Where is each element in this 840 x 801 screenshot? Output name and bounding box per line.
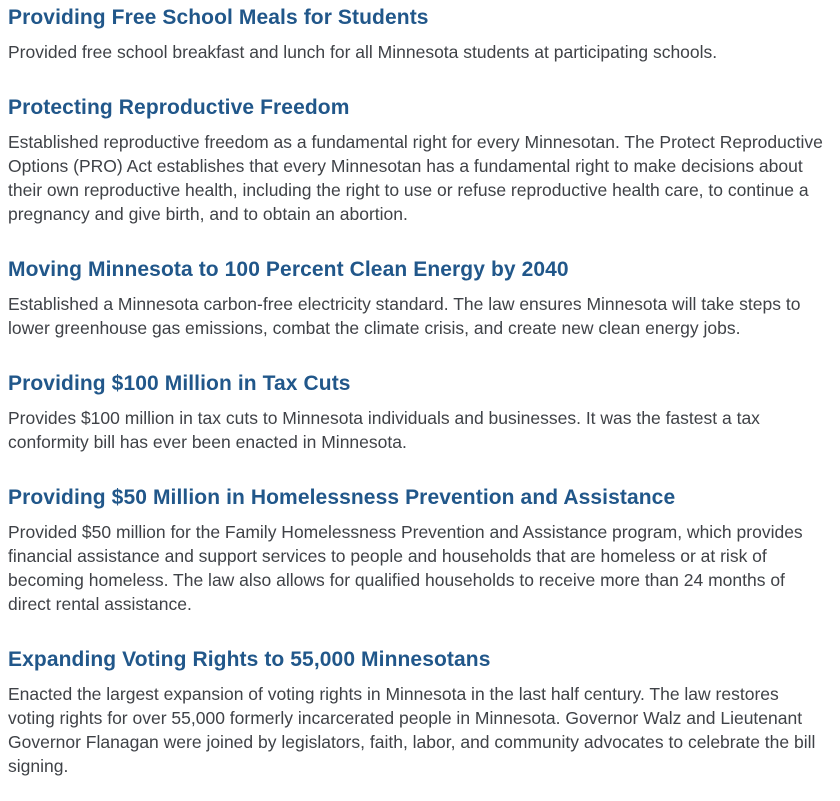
section-body: Provided $50 million for the Family Homelessness Prevention and Assistance program, which provides financial assistance and support services to people and households that are homeless or at risk of becoming homeless. The law also allows for qualified households to receive more than 24 months of direct rental assistance. — [8, 522, 803, 614]
section-heading: Providing $50 Million in Homelessness Prevention and Assistance — [8, 486, 676, 509]
section-body: Provided free school breakfast and lunch for all Minnesota students at participating schools. — [8, 42, 718, 62]
section-heading: Protecting Reproductive Freedom — [8, 96, 350, 119]
section-body: Enacted the largest expansion of voting rights in Minnesota in the last half century. The law restores voting rights for over 55,000 formerly incarcerated people in Minnesota. Governor Walz and Lieutenant Governor Flanagan were joined by legislators, faith, labor, and community advocates to celebrate the bill signing. — [8, 684, 816, 776]
section-body: Established reproductive freedom as a fundamental right for every Minnesotan. The Protect Reproductive Options (PRO) Act establishes that every Minnesotan has a fundamental right to make decisions about their own reproductive health, including the right to use or refuse reproductive health care, to continue a pregnancy and give birth, and to obtain an abortion. — [8, 132, 823, 224]
section-heading: Providing Free School Meals for Students — [8, 6, 429, 29]
policy-section-reproductive-freedom — [8, 95, 830, 226]
policy-section-clean-energy — [8, 257, 830, 340]
policy-section-homelessness-prevention — [8, 485, 830, 616]
policy-section-voting-rights — [8, 647, 830, 778]
section-heading: Moving Minnesota to 100 Percent Clean Energy by 2040 — [8, 258, 569, 281]
policy-section-tax-cuts — [8, 371, 830, 454]
policy-section-free-school-meals — [8, 5, 830, 64]
section-heading: Providing $100 Million in Tax Cuts — [8, 372, 351, 395]
section-body: Established a Minnesota carbon-free electricity standard. The law ensures Minnesota will take steps to lower greenhouse gas emissions, combat the climate crisis, and create new clean energy jobs. — [8, 294, 801, 338]
section-body: Provides $100 million in tax cuts to Minnesota individuals and businesses. It was the fastest a tax conformity bill has ever been enacted in Minnesota. — [8, 408, 760, 452]
section-heading: Expanding Voting Rights to 55,000 Minnesotans — [8, 648, 491, 671]
